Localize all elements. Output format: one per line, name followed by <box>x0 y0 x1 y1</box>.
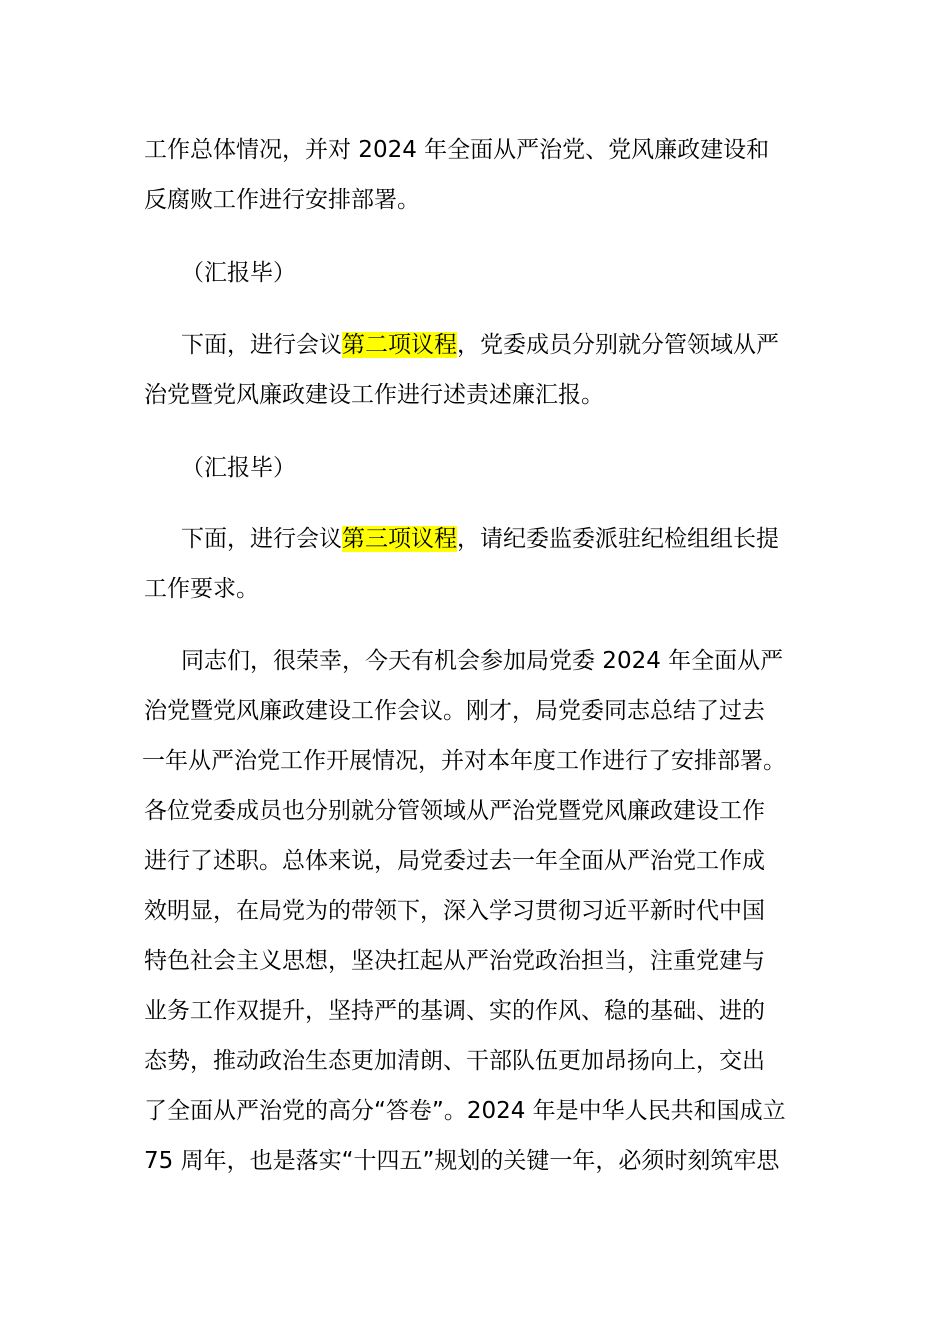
text-fragment: 下面，进行会议 <box>181 526 342 552</box>
text-fragment: ，党委成员分别就分管领域从严 <box>457 332 779 358</box>
text-line: 反腐败工作进行安排部署。 <box>144 187 420 213</box>
text-line: 工作总体情况，并对 2024 年全面从严治党、党风廉政建设和 <box>144 137 770 163</box>
text-fragment: ，请纪委监委派驻纪检组组长提 <box>457 526 779 552</box>
text-fragment: 下面，进行会议 <box>181 332 342 358</box>
text-line: 各位党委成员也分别就分管领域从严治党暨党风廉政建设工作 <box>144 798 765 824</box>
text-line: 了全面从严治党的高分“答卷”。2024 年是中华人民共和国成立 <box>144 1098 786 1124</box>
text-line: 业务工作双提升，坚持严的基调、实的作风、稳的基础、进的 <box>144 998 765 1024</box>
report-done-note: （汇报毕） <box>181 260 296 286</box>
text-line: 同志们，很荣幸，今天有机会参加局党委 2024 年全面从严 <box>181 648 784 674</box>
text-line: 一年从严治党工作开展情况，并对本年度工作进行了安排部署。 <box>142 748 786 774</box>
text-line: 特色社会主义思想，坚决扛起从严治党政治担当，注重党建与 <box>144 948 765 974</box>
text-line: 治党暨党风廉政建设工作会议。刚才，局党委同志总结了过去 <box>144 698 765 724</box>
text-line: 态势，推动政治生态更加清朗、干部队伍更加昂扬向上，交出 <box>144 1048 765 1074</box>
text-line: 进行了述职。总体来说，局党委过去一年全面从严治党工作成 <box>144 848 765 874</box>
text-line: 工作要求。 <box>144 576 259 602</box>
report-done-note: （汇报毕） <box>181 455 296 481</box>
text-line: 效明显，在局党为的带领下，深入学习贯彻习近平新时代中国 <box>144 898 765 924</box>
text-line: 75 周年，也是落实“十四五”规划的关键一年，必须时刻筑牢思 <box>144 1148 780 1174</box>
highlighted-agenda-item-3: 第三项议程 <box>342 526 457 552</box>
highlighted-agenda-item-2: 第二项议程 <box>342 332 457 358</box>
text-line: 治党暨党风廉政建设工作进行述责述廉汇报。 <box>144 382 604 408</box>
agenda-item-3-line <box>181 524 779 554</box>
agenda-item-2-line <box>181 330 779 360</box>
